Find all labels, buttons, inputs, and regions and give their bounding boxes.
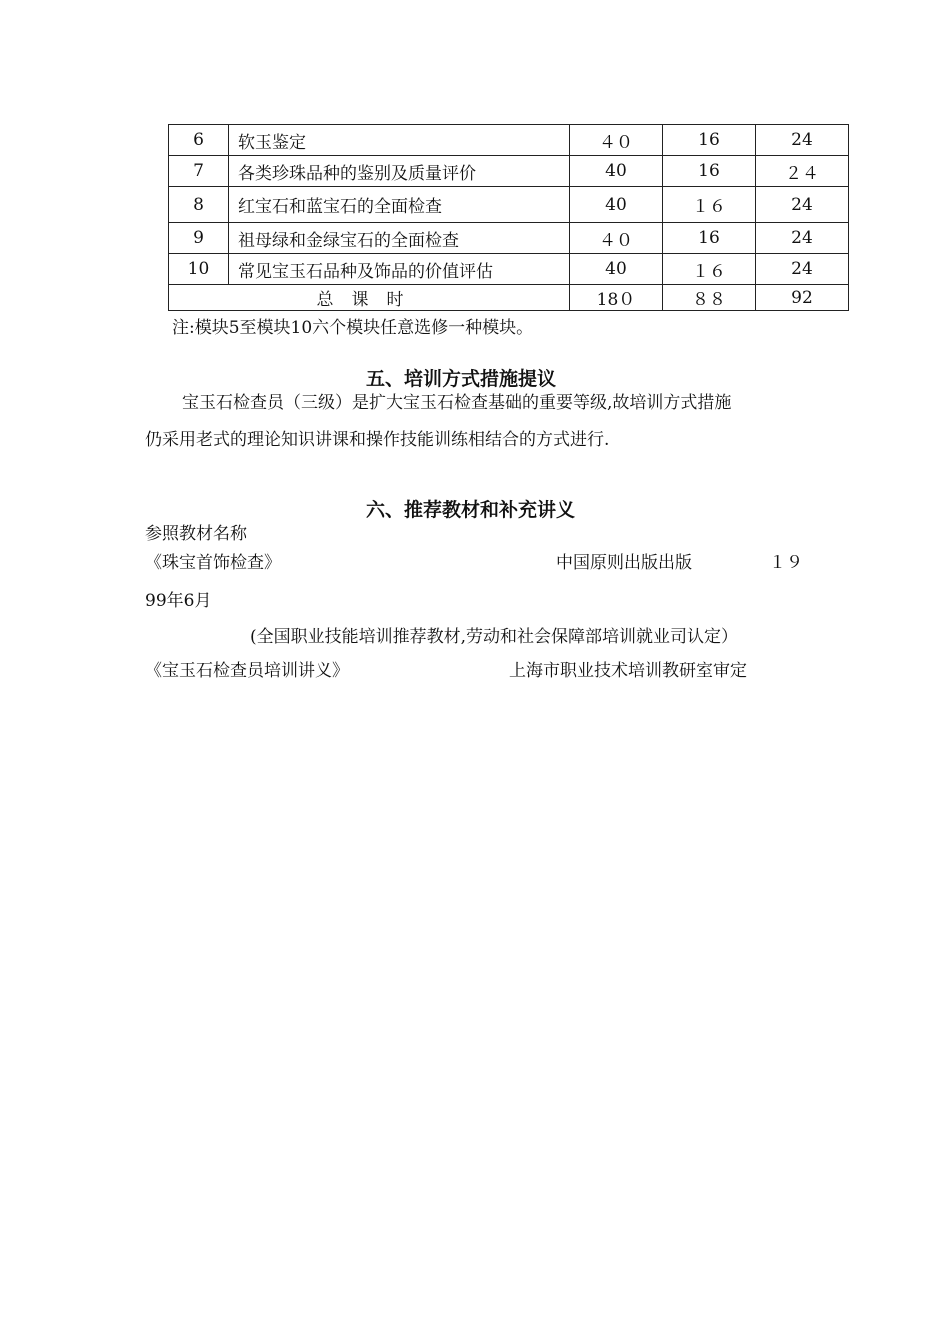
reference-label: 参照教材名称 [145, 524, 247, 544]
table-row [169, 156, 849, 187]
module-number-cell: 10 [169, 254, 229, 285]
theory-hours-cell: １６ [663, 254, 756, 285]
table-row [169, 125, 849, 156]
module-hours-table [168, 124, 849, 311]
table-note: 注:模块5至模块10六个模块任意选修一种模块。 [172, 318, 534, 338]
practice-hours-cell: 24 [756, 223, 849, 254]
module-name-cell: 常见宝玉石品种及饰品的价值评估 [229, 254, 570, 285]
module-name-cell: 软玉鉴定 [229, 125, 570, 156]
section-6-heading: 六、推荐教材和补充讲义 [366, 499, 576, 521]
module-number-cell: 8 [169, 187, 229, 223]
book-2-title: 《宝玉石检查员培训讲义》 [145, 661, 349, 681]
module-number-cell: 9 [169, 223, 229, 254]
table-summary-row [169, 285, 849, 311]
total-hours-cell: 40 [570, 187, 663, 223]
practice-hours-cell: 24 [756, 125, 849, 156]
table-body [169, 125, 849, 311]
practice-hours-cell: ２４ [756, 156, 849, 187]
table-row [169, 254, 849, 285]
module-name-cell: 红宝石和蓝宝石的全面检查 [229, 187, 570, 223]
theory-hours-cell: 16 [663, 156, 756, 187]
theory-hours-cell: 16 [663, 125, 756, 156]
total-hours-cell: ４０ [570, 223, 663, 254]
table-row [169, 223, 849, 254]
total-hours-cell: ４０ [570, 125, 663, 156]
theory-hours-cell: １６ [663, 187, 756, 223]
module-name-cell: 各类珍珠品种的鉴别及质量评价 [229, 156, 570, 187]
book-1-publisher: 中国原则出版出版 [556, 553, 692, 573]
module-number-cell: 6 [169, 125, 229, 156]
practice-hours-cell: 24 [756, 254, 849, 285]
practice-hours-cell: 24 [756, 187, 849, 223]
module-name-cell: 祖母绿和金绿宝石的全面检查 [229, 223, 570, 254]
section-5-paragraph-line-2: 仍采用老式的理论知识讲课和操作技能训练相结合的方式进行. [145, 430, 610, 450]
book-1-title: 《珠宝首饰检查》 [145, 553, 281, 573]
section-5-heading: 五、培训方式措施提议 [366, 368, 557, 390]
book-1-note: (全国职业技能培训推荐教材,劳动和社会保障部培训就业司认定） [250, 627, 739, 647]
table-row [169, 187, 849, 223]
book-1-year-start: １９ [769, 553, 803, 573]
theory-hours-cell: 16 [663, 223, 756, 254]
book-1-year-rest: 99年6月 [145, 591, 212, 611]
summary-theory-cell: ８８ [663, 285, 756, 311]
module-number-cell: 7 [169, 156, 229, 187]
section-5-paragraph-line-1: 宝玉石检查员（三级）是扩大宝玉石检查基础的重要等级,故培训方式措施 [182, 393, 732, 413]
summary-total-cell: 18０ [570, 285, 663, 311]
summary-label-cell: 总课时 [169, 285, 570, 311]
book-2-publisher: 上海市职业技术培训教研室审定 [509, 661, 747, 681]
total-hours-cell: 40 [570, 254, 663, 285]
total-hours-cell: 40 [570, 156, 663, 187]
summary-practice-cell: 92 [756, 285, 849, 311]
